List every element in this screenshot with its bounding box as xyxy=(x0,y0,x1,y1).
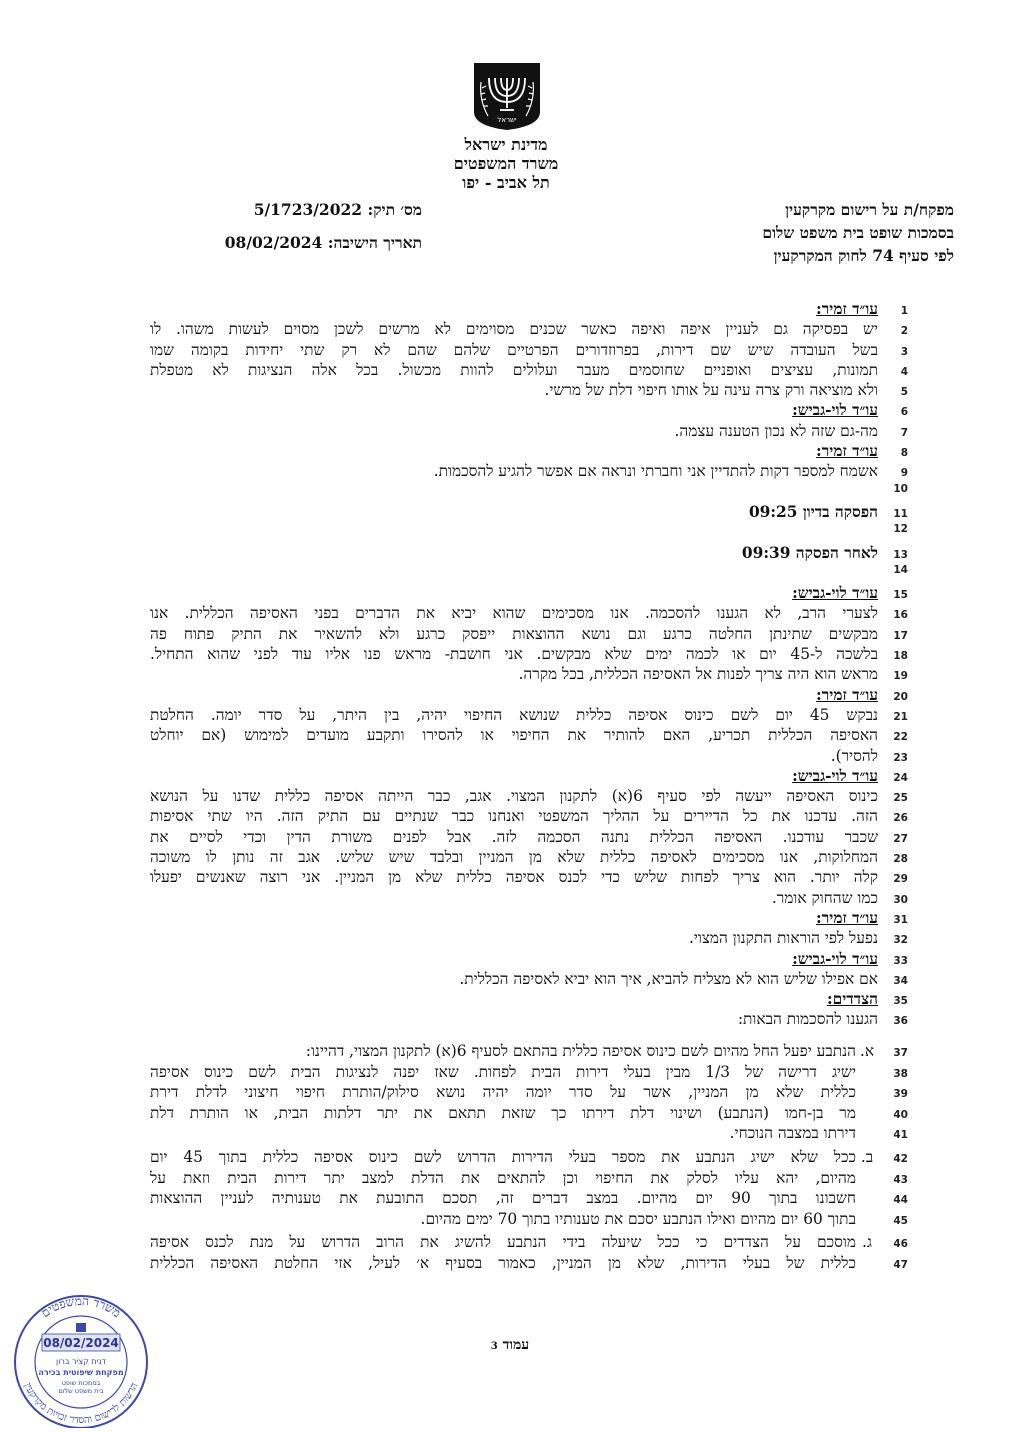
line-text: אם אפילו שליש הוא לא מצליח להביא, איך הוא יביא לאסיפה הכללית. xyxy=(459,969,878,988)
agreement-letter: ג. xyxy=(862,1233,872,1252)
transcript-line xyxy=(150,401,908,421)
line-number: 24 xyxy=(893,771,908,784)
line-number: 18 xyxy=(893,650,908,663)
line-number: 6 xyxy=(900,406,908,419)
office-block xyxy=(554,198,954,267)
line-number: 23 xyxy=(893,751,908,764)
hearing-date-label: תאריך הישיבה: xyxy=(327,233,422,252)
svg-text:הרשות לרישום והסדר זכויות מקרק: הרשות לרישום והסדר זכויות מקרקעין xyxy=(21,1381,141,1427)
agreement-text: ישיג דרישה של 1/3 מבין בעלי דירות הבית לפחות. שאז יפנה לנציגות הבית לשם כינוס אסיפה xyxy=(150,1062,856,1081)
line-text: להסיר). xyxy=(830,746,878,765)
line-number: 10 xyxy=(893,482,908,495)
line-text: כמו שהחוק אומר. xyxy=(771,888,878,907)
transcript-line xyxy=(150,950,908,970)
line-number: 19 xyxy=(893,670,908,683)
transcript-line xyxy=(150,361,908,381)
line-number: 22 xyxy=(893,731,908,744)
svg-text:ישראל: ישראל xyxy=(497,116,517,124)
agreement-line xyxy=(150,1210,908,1231)
line-text: לצערי הרב, לא הגענו להסכמה. אנו מסכימים שהוא יביא את הדברים בפני האסיפה הכללית. אנו xyxy=(150,604,878,623)
line-number: 47 xyxy=(893,1258,908,1271)
agreement-text: מהיום, יהא עליו לסלק את החיפוי וכן להתאים את הדלת למצב יתר דירות הבית וזאת על xyxy=(150,1168,856,1187)
line-number: 46 xyxy=(893,1238,908,1251)
line-text: קלה יותר. הוא צריך לפחות שליש כדי לכנס אסיפה כללית שלא מן המניין. אני רוצה שאנשים יפעלו xyxy=(150,868,878,887)
speaker-label: עו״ד זמיר: xyxy=(816,442,878,461)
transcript-line xyxy=(150,807,908,827)
line-number: 9 xyxy=(900,467,908,480)
page-number: 3 xyxy=(490,1341,498,1352)
line-text: בשל העובדה שיש שם דירות, בפרוזדורים הפרטיים שלהם שהם לא רק שתי יחידות בקומה שמו xyxy=(150,340,878,359)
line-number: 20 xyxy=(893,690,908,703)
svg-text:08/02/2024: 08/02/2024 xyxy=(43,1336,119,1350)
transcript-line xyxy=(150,604,908,624)
agreement-text: כללית של בעלי הדירות, שלא מן המניין, כאמור בסעיף א׳ לעיל, אזי החלטת האסיפה הכללית xyxy=(150,1253,856,1272)
speaker-label: הצדדים: xyxy=(826,990,878,1009)
agreement-line xyxy=(150,1254,908,1275)
transcript-line xyxy=(150,544,908,564)
agreement-line xyxy=(150,1148,908,1169)
line-number: 25 xyxy=(893,792,908,805)
line-number: 39 xyxy=(893,1088,908,1101)
line-number: 42 xyxy=(893,1152,908,1165)
office-line-1: מפקח/ת על רישום מקרקעין xyxy=(785,200,954,219)
transcript-line xyxy=(150,422,908,442)
agreement-line xyxy=(150,1063,908,1084)
agreement-line xyxy=(150,1189,908,1210)
speaker-label: עו״ד זמיר: xyxy=(816,685,878,704)
svg-text:בסמכות שופט: בסמכות שופט xyxy=(61,1379,101,1387)
speaker-label: עו״ד לוי-גביש: xyxy=(792,584,878,603)
agreement-letter: א. xyxy=(859,1042,875,1060)
line-number: 35 xyxy=(893,995,908,1008)
transcript-line xyxy=(150,970,908,990)
transcript-line xyxy=(150,625,908,645)
transcript-line xyxy=(150,828,908,848)
transcript-line xyxy=(150,442,908,462)
line-number: 1 xyxy=(900,305,908,317)
transcript-line xyxy=(150,564,908,584)
line-text: לאחר הפסקה 09:39 xyxy=(741,543,878,562)
transcript-line xyxy=(150,747,908,767)
agreement-text: מוסכם על הצדדים כי ככל שיעלה בידי הנתבע להשיג את הרוב הדרוש על מנת לכנס אסיפה xyxy=(150,1233,856,1252)
line-text: הזה. עדכנו את כל הדיירים על ההליך המשפטי ואנחנו כבר שנתיים עם התיק הזה. היו שתי אסיפות xyxy=(150,807,878,826)
svg-text:בית משפט שלום: בית משפט שלום xyxy=(58,1387,104,1395)
transcript-line xyxy=(150,1010,908,1030)
official-stamp xyxy=(6,1288,156,1428)
agreement-text: ככל שלא ישיג הנתבע את מספר בעלי הדירות הדרוש לשם כינוס אסיפה כללית בתוך 45 יום xyxy=(150,1147,856,1166)
agreement-line xyxy=(150,1233,908,1254)
agreement-text: כללית שלא מן המניין, אשר על סדר יומה יהיה נושא סילוק/הותרת חיפוי חיצוני לדלת דירת xyxy=(150,1083,856,1102)
line-number: 45 xyxy=(893,1214,908,1227)
line-text: נבקש 45 יום לשם כינוס אסיפה כללית שנושא החיפוי יהיה, בין היתר, על סדר יומה. החלטת xyxy=(150,705,878,724)
line-text: מראש הוא היה צריך לפנות אל האסיפה הכללית, בכל מקרה. xyxy=(518,665,878,684)
agreement-line xyxy=(150,1042,908,1063)
transcript-line xyxy=(150,584,908,604)
agreement-line xyxy=(150,1104,908,1125)
transcript-line xyxy=(150,381,908,401)
line-text: בלשכה ל-45 יום או לכמה ימים שלא מבקשים. אני חושבת- מראש פנו אליו עוד לפני שהוא התחיל. xyxy=(150,645,878,664)
line-number: 13 xyxy=(893,548,908,561)
transcript-line xyxy=(150,462,908,482)
transcript-line xyxy=(150,889,908,909)
line-number: 5 xyxy=(900,386,908,399)
case-info-block xyxy=(172,198,422,254)
line-number: 31 xyxy=(893,913,908,926)
agreement-text: מר בן-חמו (הנתבע) ושינוי דלת דירתו כך שזאת תתאם את יתר דלתות הבית, או הותרת דלת xyxy=(150,1103,856,1122)
transcript-line xyxy=(150,909,908,929)
page-footer xyxy=(470,1337,550,1354)
speaker-label: עו״ד זמיר: xyxy=(816,300,878,318)
file-number-label: מס׳ תיק: xyxy=(367,200,422,219)
transcript-line xyxy=(150,686,908,706)
line-number: 28 xyxy=(893,853,908,866)
agreements-list xyxy=(150,1042,908,1278)
line-number: 36 xyxy=(893,1015,908,1028)
svg-text:דנית קציר ברון: דנית קציר ברון xyxy=(56,1357,106,1366)
line-number: 41 xyxy=(893,1129,908,1142)
transcript-line xyxy=(150,726,908,746)
file-number-value: 5/1723/2022 xyxy=(253,200,363,219)
line-number: 15 xyxy=(893,589,908,602)
agreement-line xyxy=(150,1083,908,1104)
line-text: ולא מוציאה ורק צרה עינה על אותו חיפוי דלת של מרשי. xyxy=(544,381,878,400)
office-line-2: בסמכות שופט בית משפט שלום xyxy=(762,223,954,242)
line-number: 43 xyxy=(893,1173,908,1186)
line-number: 37 xyxy=(893,1047,908,1059)
line-number: 2 xyxy=(900,325,908,338)
hearing-date-value: 08/02/2024 xyxy=(224,233,323,252)
line-number: 11 xyxy=(893,507,908,520)
transcript-line xyxy=(150,706,908,726)
line-number: 4 xyxy=(900,365,908,378)
line-text: נפעל לפי הוראות התקנון המצוי. xyxy=(688,929,878,948)
transcript-line xyxy=(150,787,908,807)
line-text: מבקשים שתינתן החלטה כרגע וגם נושא ההוצאות ייפסק כרגע ולא להשאיר את התיק פתוח פה xyxy=(150,624,878,643)
transcript-line xyxy=(150,320,908,340)
line-number: 33 xyxy=(893,954,908,967)
ministry-line-state: מדינת ישראל xyxy=(464,135,548,154)
line-number: 14 xyxy=(893,563,908,576)
speaker-label: עו״ד לוי-גביש: xyxy=(792,949,878,968)
svg-text:מפקחת שיפוטית בכירה: מפקחת שיפוטית בכירה xyxy=(38,1368,124,1377)
transcript-line xyxy=(150,300,908,320)
line-number: 7 xyxy=(900,426,908,439)
transcript-line xyxy=(150,483,908,503)
office-line-3: לפי סעיף 74 לחוק המקרקעין xyxy=(773,246,954,265)
line-number: 29 xyxy=(893,873,908,886)
state-emblem-icon xyxy=(468,60,546,132)
line-number: 26 xyxy=(893,812,908,825)
line-number: 27 xyxy=(893,832,908,845)
line-text: האסיפה הכללית תכריע, האם להותיר את החיפוי או להסירו ותקבע מועדים למימוש (אם יוחלט xyxy=(150,726,878,745)
ministry-line-justice: משרד המשפטים xyxy=(453,154,559,173)
ministry-heading xyxy=(386,135,626,192)
line-number: 34 xyxy=(893,974,908,987)
line-number: 3 xyxy=(900,345,908,358)
line-text: תמונות, עציצים ואופניים שחוסמים מעבר ועלולים להוות מכשול. בכל אלה הנציגות לא מטפלת xyxy=(150,360,878,379)
transcript-line xyxy=(150,523,908,543)
line-number: 12 xyxy=(893,523,908,536)
line-number: 17 xyxy=(893,629,908,642)
transcript-line xyxy=(150,848,908,868)
line-number: 32 xyxy=(893,934,908,947)
line-text: המחלוקות, אנו מסכימים לאסיפה כללית שלא מן המניין ובלבד שיש שליש. אגב זה נותן לו משוכה xyxy=(150,848,878,867)
speaker-label: עו״ד זמיר: xyxy=(816,908,878,927)
transcript-line xyxy=(150,990,908,1010)
line-number: 38 xyxy=(893,1067,908,1080)
ministry-line-city: תל אביב - יפו xyxy=(462,173,550,192)
line-text: שכבר עודכנו. האסיפה הכללית נתנה הסכמה לזה. אבל לפנים משורת הדין וכדי לסיים את xyxy=(150,827,878,846)
agreement-text: הנתבע יפעל החל מהיום לשם כינוס אסיפה כללית בהתאם לסעיף 6(א) לתקנון המצוי, דהיינו: xyxy=(305,1042,856,1060)
line-text: הפסקה בדיון 09:25 xyxy=(748,502,878,521)
file-number-row xyxy=(172,198,422,221)
line-text: אשמח למספר דקות להתדיין אני וחברתי ונראה אם אפשר להגיע להסכמות. xyxy=(433,462,878,481)
svg-text:משרד המשפטים: משרד המשפטים xyxy=(38,1293,124,1321)
transcript-line xyxy=(150,341,908,361)
speaker-label: עו״ד לוי-גביש: xyxy=(792,401,878,420)
page-label: עמוד xyxy=(502,1337,530,1353)
line-number: 8 xyxy=(900,447,908,460)
agreement-text: בתוך 60 יום מהיום ואילו הנתבע יסכם את טענותיו בתוך 70 ימים מהיום. xyxy=(420,1209,856,1228)
transcript-line xyxy=(150,665,908,685)
transcript-line xyxy=(150,929,908,949)
line-number: 21 xyxy=(893,710,908,723)
agreement-line xyxy=(150,1169,908,1190)
agreement-line xyxy=(150,1124,908,1145)
agreement-letter: ב. xyxy=(860,1147,874,1166)
transcript-line xyxy=(150,868,908,888)
agreement-text: דירתו במצבה הנוכחי. xyxy=(729,1124,856,1143)
line-text: הגענו להסכמות הבאות: xyxy=(737,1010,878,1029)
line-text: מה-גם שזה לא נכון הטענה עצמה. xyxy=(674,421,878,440)
line-text: יש בפסיקה גם לעניין איפה ואיפה כאשר שכנים מסוימים לא מרשים לשכן מסוים לעשות משהו. לו xyxy=(150,320,878,339)
transcript-line xyxy=(150,767,908,787)
line-number: 40 xyxy=(893,1108,908,1121)
transcript-line xyxy=(150,645,908,665)
line-number: 44 xyxy=(893,1194,908,1207)
transcript-body xyxy=(150,300,908,1031)
line-text: כינוס האסיפה ייעשה לפי סעיף 6(א) לתקנון המצוי. אגב, כבר הייתה אסיפה כללית שדנו על הנושא xyxy=(150,787,878,806)
line-number: 16 xyxy=(893,609,908,622)
transcript-line xyxy=(150,503,908,523)
hearing-date-row xyxy=(172,231,422,254)
line-number: 30 xyxy=(893,893,908,906)
agreement-text: חשבונו בתוך 90 יום מהיום. במצב דברים זה, תסכם התובעת את טענותיה לעניין ההוצאות xyxy=(150,1189,856,1208)
speaker-label: עו״ד לוי-גביש: xyxy=(792,766,878,785)
